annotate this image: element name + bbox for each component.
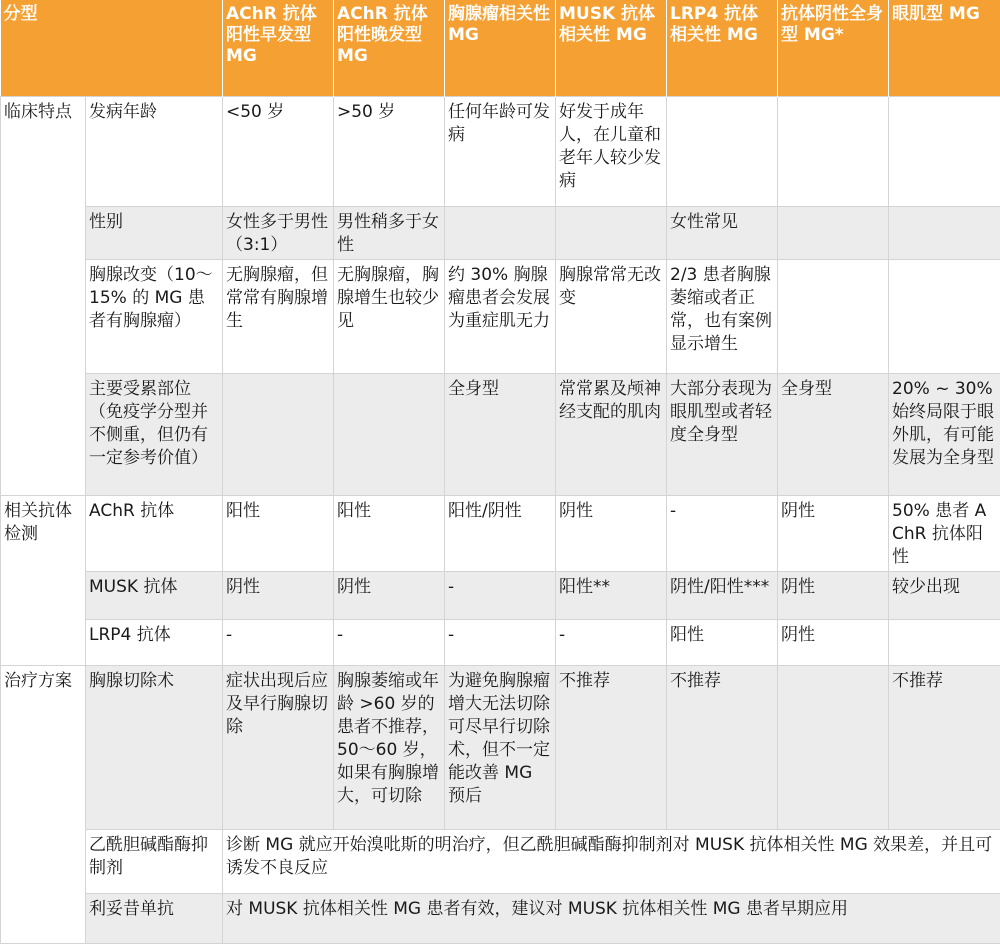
table-cell: 全身型 (778, 373, 889, 495)
table-cell (889, 259, 1000, 373)
table-cell: 好发于成年人，在儿童和老年人较少发病 (556, 96, 667, 206)
table-cell: 阴性 (334, 571, 445, 619)
table-cell: - (223, 619, 334, 665)
table-row (1, 96, 1000, 206)
table-cell: 不推荐 (556, 665, 667, 829)
table-cell: 症状出现后应及早行胸腺切除 (223, 665, 334, 829)
table-cell: - (667, 495, 778, 571)
merged-cell: 诊断 MG 就应开始溴吡斯的明治疗，但乙酰胆碱酯酶抑制剂对 MUSK 抗体相关性 MG 效果差，并且可诱发不良反应 (223, 829, 1000, 893)
row-label: 乙酰胆碱酯酶抑制剂 (86, 829, 223, 893)
table-cell: - (445, 571, 556, 619)
table-cell: - (556, 619, 667, 665)
table-cell: 女性常见 (667, 206, 778, 259)
header-cell: 抗体阴性全身型 MG* (778, 0, 889, 96)
table-cell: 男性稍多于女性 (334, 206, 445, 259)
row-label: AChR 抗体 (86, 495, 223, 571)
table-cell: 阳性/阴性 (445, 495, 556, 571)
table-row (1, 829, 1000, 893)
table-cell (556, 206, 667, 259)
table-row (1, 206, 1000, 259)
table-row (1, 619, 1000, 665)
table-cell: 不推荐 (667, 665, 778, 829)
table-cell: 无胸腺瘤，胸腺增生也较少见 (334, 259, 445, 373)
row-label: 胸腺改变（10～15% 的 MG 患者有胸腺瘤） (86, 259, 223, 373)
table-cell: 阴性 (778, 495, 889, 571)
table-cell: 阴性 (556, 495, 667, 571)
table-cell (334, 373, 445, 495)
table-cell: - (334, 619, 445, 665)
table-cell (889, 206, 1000, 259)
table-cell (778, 259, 889, 373)
table-cell: 胸腺萎缩或年龄 >60 岁的患者不推荐，50～60 岁，如果有胸腺增大，可切除 (334, 665, 445, 829)
table-row (1, 373, 1000, 495)
table-cell (667, 96, 778, 206)
table-cell (445, 206, 556, 259)
table-row (1, 571, 1000, 619)
row-label: 胸腺切除术 (86, 665, 223, 829)
row-label: MUSK 抗体 (86, 571, 223, 619)
table-cell: 阳性 (334, 495, 445, 571)
table-cell: 阴性 (778, 619, 889, 665)
row-label: 主要受累部位（免疫学分型并不侧重，但仍有一定参考价值） (86, 373, 223, 495)
table-cell: 阴性 (778, 571, 889, 619)
header-cell: AChR 抗体阳性早发型 MG (223, 0, 334, 96)
header-cell: AChR 抗体阳性晚发型 MG (334, 0, 445, 96)
table-cell: 大部分表现为眼肌型或者轻度全身型 (667, 373, 778, 495)
table-cell: 阴性/阳性*** (667, 571, 778, 619)
group-label-clinical: 临床特点 (1, 96, 86, 495)
header-cell: 胸腺瘤相关性 MG (445, 0, 556, 96)
table-cell: 阳性** (556, 571, 667, 619)
row-label: 性别 (86, 206, 223, 259)
table-cell: <50 岁 (223, 96, 334, 206)
table-cell: 女性多于男性（3:1） (223, 206, 334, 259)
row-label: 发病年龄 (86, 96, 223, 206)
table-cell: - (445, 619, 556, 665)
header-cell-type: 分型 (1, 0, 223, 96)
header-cell: 眼肌型 MG (889, 0, 1000, 96)
table-row (1, 259, 1000, 373)
merged-cell: 对 MUSK 抗体相关性 MG 患者有效，建议对 MUSK 抗体相关性 MG 患者早期应用 (223, 893, 1000, 943)
table-cell: 常常累及颅神经支配的肌肉 (556, 373, 667, 495)
table-cell: 为避免胸腺瘤增大无法切除可尽早行切除术，但不一定能改善 MG 预后 (445, 665, 556, 829)
table-cell: 阳性 (223, 495, 334, 571)
table-cell: 全身型 (445, 373, 556, 495)
table-row (1, 665, 1000, 829)
table-cell: 20% ~ 30% 始终局限于眼外肌，有可能发展为全身型 (889, 373, 1000, 495)
table-cell: 约 30% 胸腺瘤患者会发展为重症肌无力 (445, 259, 556, 373)
row-label: 利妥昔单抗 (86, 893, 223, 943)
table-cell: 胸腺常常无改变 (556, 259, 667, 373)
table-cell: 任何年龄可发病 (445, 96, 556, 206)
table-cell: 阳性 (667, 619, 778, 665)
table-row (1, 893, 1000, 943)
table-header-row (1, 0, 1000, 96)
table-cell: >50 岁 (334, 96, 445, 206)
header-cell: LRP4 抗体相关性 MG (667, 0, 778, 96)
table-row (1, 495, 1000, 571)
group-label-antibody: 相关抗体检测 (1, 495, 86, 665)
table-cell: 无胸腺瘤，但常常有胸腺增生 (223, 259, 334, 373)
table-cell (223, 373, 334, 495)
table-cell: 不推荐 (889, 665, 1000, 829)
table-cell (778, 96, 889, 206)
table-cell: 50% 患者 AChR 抗体阳性 (889, 495, 1000, 571)
group-label-treatment: 治疗方案 (1, 665, 86, 943)
table-cell (889, 96, 1000, 206)
table-cell: 阴性 (223, 571, 334, 619)
row-label: LRP4 抗体 (86, 619, 223, 665)
table-cell: 较少出现 (889, 571, 1000, 619)
header-cell: MUSK 抗体相关性 MG (556, 0, 667, 96)
table-cell (778, 206, 889, 259)
table-cell (889, 619, 1000, 665)
table-cell: 2/3 患者胸腺萎缩或者正常，也有案例显示增生 (667, 259, 778, 373)
table-cell (778, 665, 889, 829)
